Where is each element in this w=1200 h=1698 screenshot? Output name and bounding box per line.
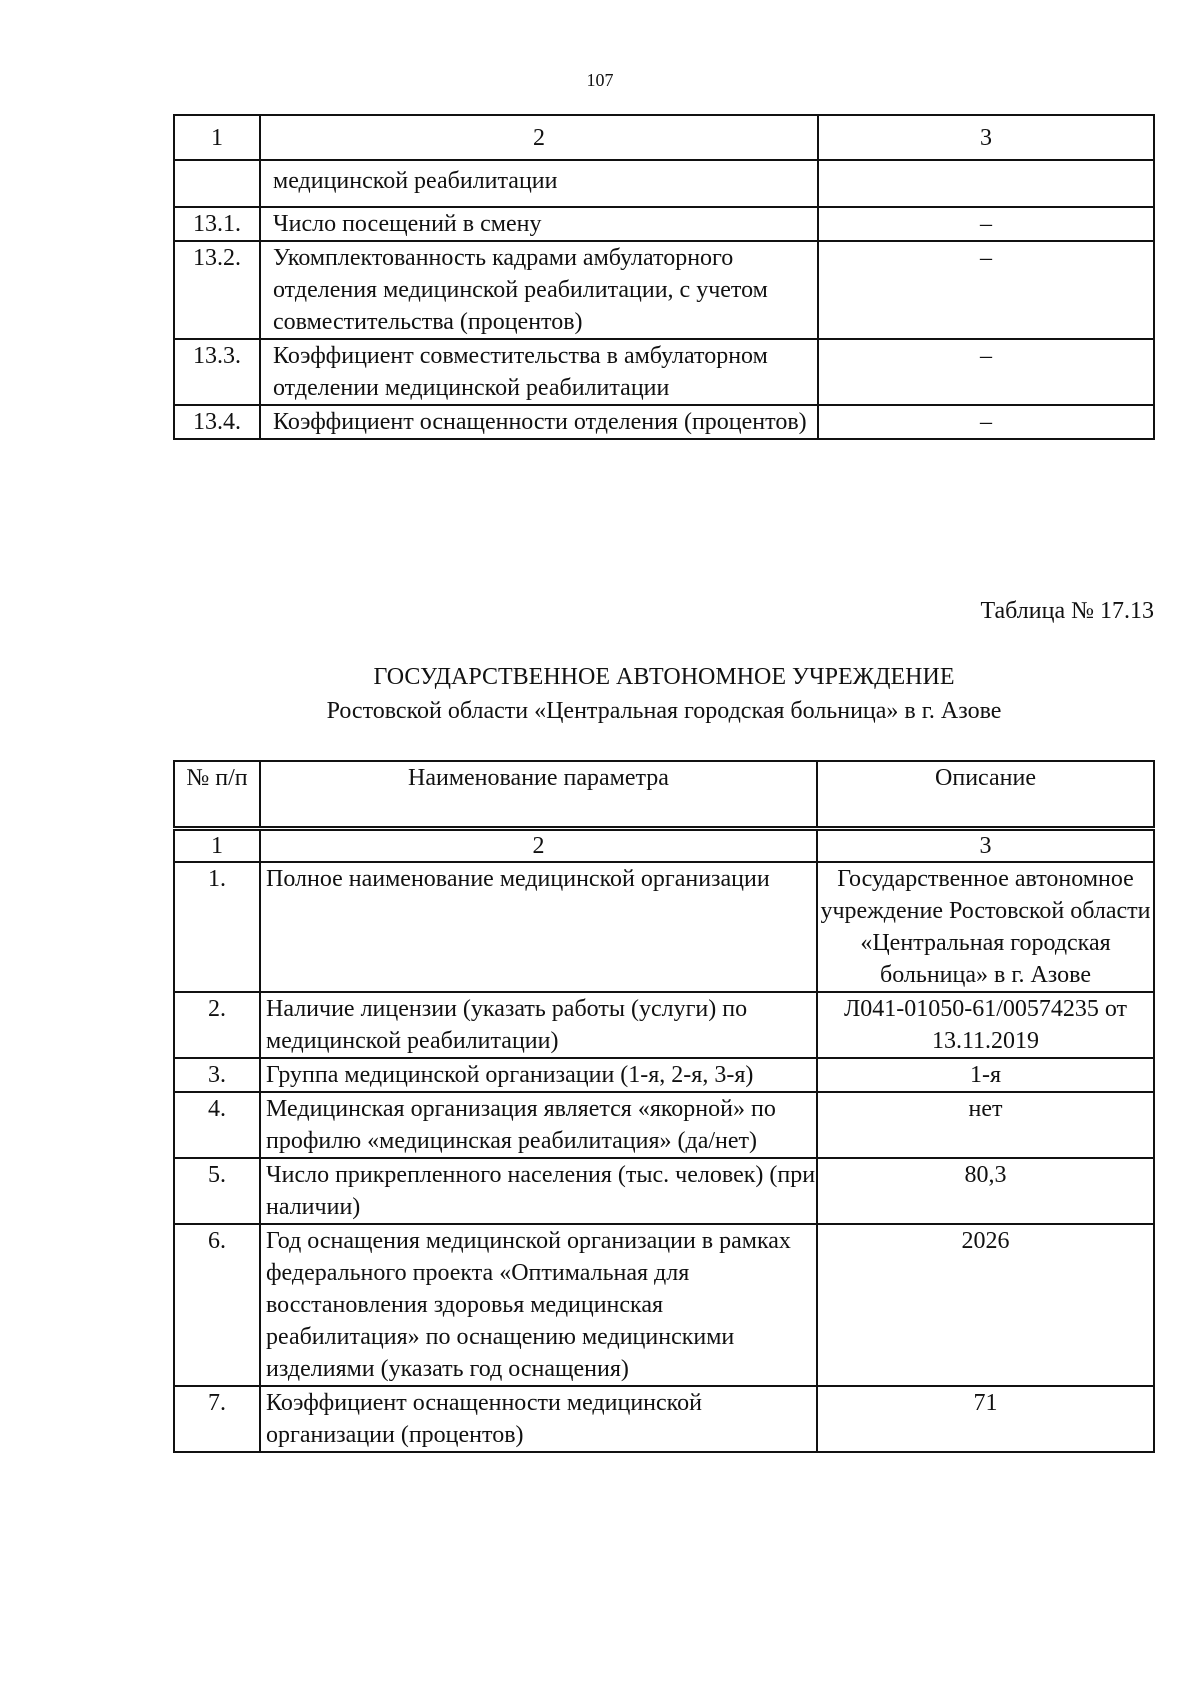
parameter-name: Число прикрепленного населения (тыс. человек) (при наличии) bbox=[260, 1158, 817, 1224]
parameter-name: Наличие лицензии (указать работы (услуги) по медицинской реабилитации) bbox=[260, 992, 817, 1058]
header-description: Описание bbox=[817, 761, 1154, 829]
table-row bbox=[174, 992, 1154, 1058]
row-number: 13.1. bbox=[174, 207, 260, 241]
parameter-name: медицинской реабилитации bbox=[260, 160, 818, 207]
parameter-name: Коэффициент оснащенности отделения (процентов) bbox=[260, 405, 818, 439]
parameter-name: Медицинская организация является «якорной» по профилю «медицинская реабилитация» (да/нет) bbox=[260, 1092, 817, 1158]
parameter-name: Группа медицинской организации (1-я, 2-я, 3-я) bbox=[260, 1058, 817, 1092]
parameter-value: 71 bbox=[817, 1386, 1154, 1452]
row-number: 7. bbox=[174, 1386, 260, 1452]
organization-title bbox=[173, 660, 1155, 728]
parameter-name: Коэффициент совместительства в амбулаторном отделении медицинской реабилитации bbox=[260, 339, 818, 405]
parameter-name: Укомплектованность кадрами амбулаторного отделения медицинской реабилитации, с учетом совместительства (процентов) bbox=[260, 241, 818, 339]
table-row bbox=[174, 405, 1154, 439]
organization-title-line-1: ГОСУДАРСТВЕННОЕ АВТОНОМНОЕ УЧРЕЖДЕНИЕ bbox=[373, 664, 955, 690]
parameter-name: Число посещений в смену bbox=[260, 207, 818, 241]
row-number: 13.2. bbox=[174, 241, 260, 339]
parameter-value: – bbox=[818, 339, 1154, 405]
parameter-value: – bbox=[818, 207, 1154, 241]
organization-title-line-2: Ростовской области «Центральная городская больница» в г. Азове bbox=[326, 698, 1002, 724]
column-number-2: 2 bbox=[260, 829, 817, 863]
row-number: 3. bbox=[174, 1058, 260, 1092]
parameter-value: Л041-01050-61/00574235 от 13.11.2019 bbox=[817, 992, 1154, 1058]
table-row bbox=[174, 1092, 1154, 1158]
table-header-row bbox=[174, 115, 1154, 160]
table-row bbox=[174, 207, 1154, 241]
row-number: 13.4. bbox=[174, 405, 260, 439]
parameter-value: – bbox=[818, 405, 1154, 439]
header-parameter-name: Наименование параметра bbox=[260, 761, 817, 829]
parameter-value: 1-я bbox=[817, 1058, 1154, 1092]
parameter-value: 2026 bbox=[817, 1224, 1154, 1386]
column-number-3: 3 bbox=[817, 829, 1154, 863]
parameter-value: Государственное автономное учреждение Ростовской области «Центральная городская больница» в г. Азове bbox=[817, 862, 1154, 992]
column-number-1: 1 bbox=[174, 829, 260, 863]
organization-parameters-table bbox=[173, 760, 1155, 1453]
row-number: 6. bbox=[174, 1224, 260, 1386]
continuation-table bbox=[173, 114, 1155, 440]
table-row bbox=[174, 160, 1154, 207]
row-number: 1. bbox=[174, 862, 260, 992]
column-number-3: 3 bbox=[818, 115, 1154, 160]
parameter-value bbox=[818, 160, 1154, 207]
column-number-2: 2 bbox=[260, 115, 818, 160]
parameter-name: Год оснащения медицинской организации в рамках федерального проекта «Оптимальная для восстановления здоровья медицинская реабилитация» по оснащению медицинскими изделиями (указать год оснащения) bbox=[260, 1224, 817, 1386]
row-number: 5. bbox=[174, 1158, 260, 1224]
row-number: 13.3. bbox=[174, 339, 260, 405]
parameter-value: 80,3 bbox=[817, 1158, 1154, 1224]
table-row bbox=[174, 339, 1154, 405]
table-row bbox=[174, 862, 1154, 992]
table-row bbox=[174, 1058, 1154, 1092]
table-row bbox=[174, 1386, 1154, 1452]
parameter-name: Коэффициент оснащенности медицинской организации (процентов) bbox=[260, 1386, 817, 1452]
table-row bbox=[174, 1158, 1154, 1224]
table-row bbox=[174, 1224, 1154, 1386]
parameter-name: Полное наименование медицинской организации bbox=[260, 862, 817, 992]
column-number-1: 1 bbox=[174, 115, 260, 160]
column-numbers-row bbox=[174, 829, 1154, 863]
row-number bbox=[174, 160, 260, 207]
table-header-row bbox=[174, 761, 1154, 829]
row-number: 2. bbox=[174, 992, 260, 1058]
parameter-value: – bbox=[818, 241, 1154, 339]
row-number: 4. bbox=[174, 1092, 260, 1158]
parameter-value: нет bbox=[817, 1092, 1154, 1158]
table-row bbox=[174, 241, 1154, 339]
header-number: № п/п bbox=[174, 761, 260, 829]
table-label: Таблица № 17.13 bbox=[980, 598, 1154, 624]
page-number: 107 bbox=[586, 70, 614, 90]
